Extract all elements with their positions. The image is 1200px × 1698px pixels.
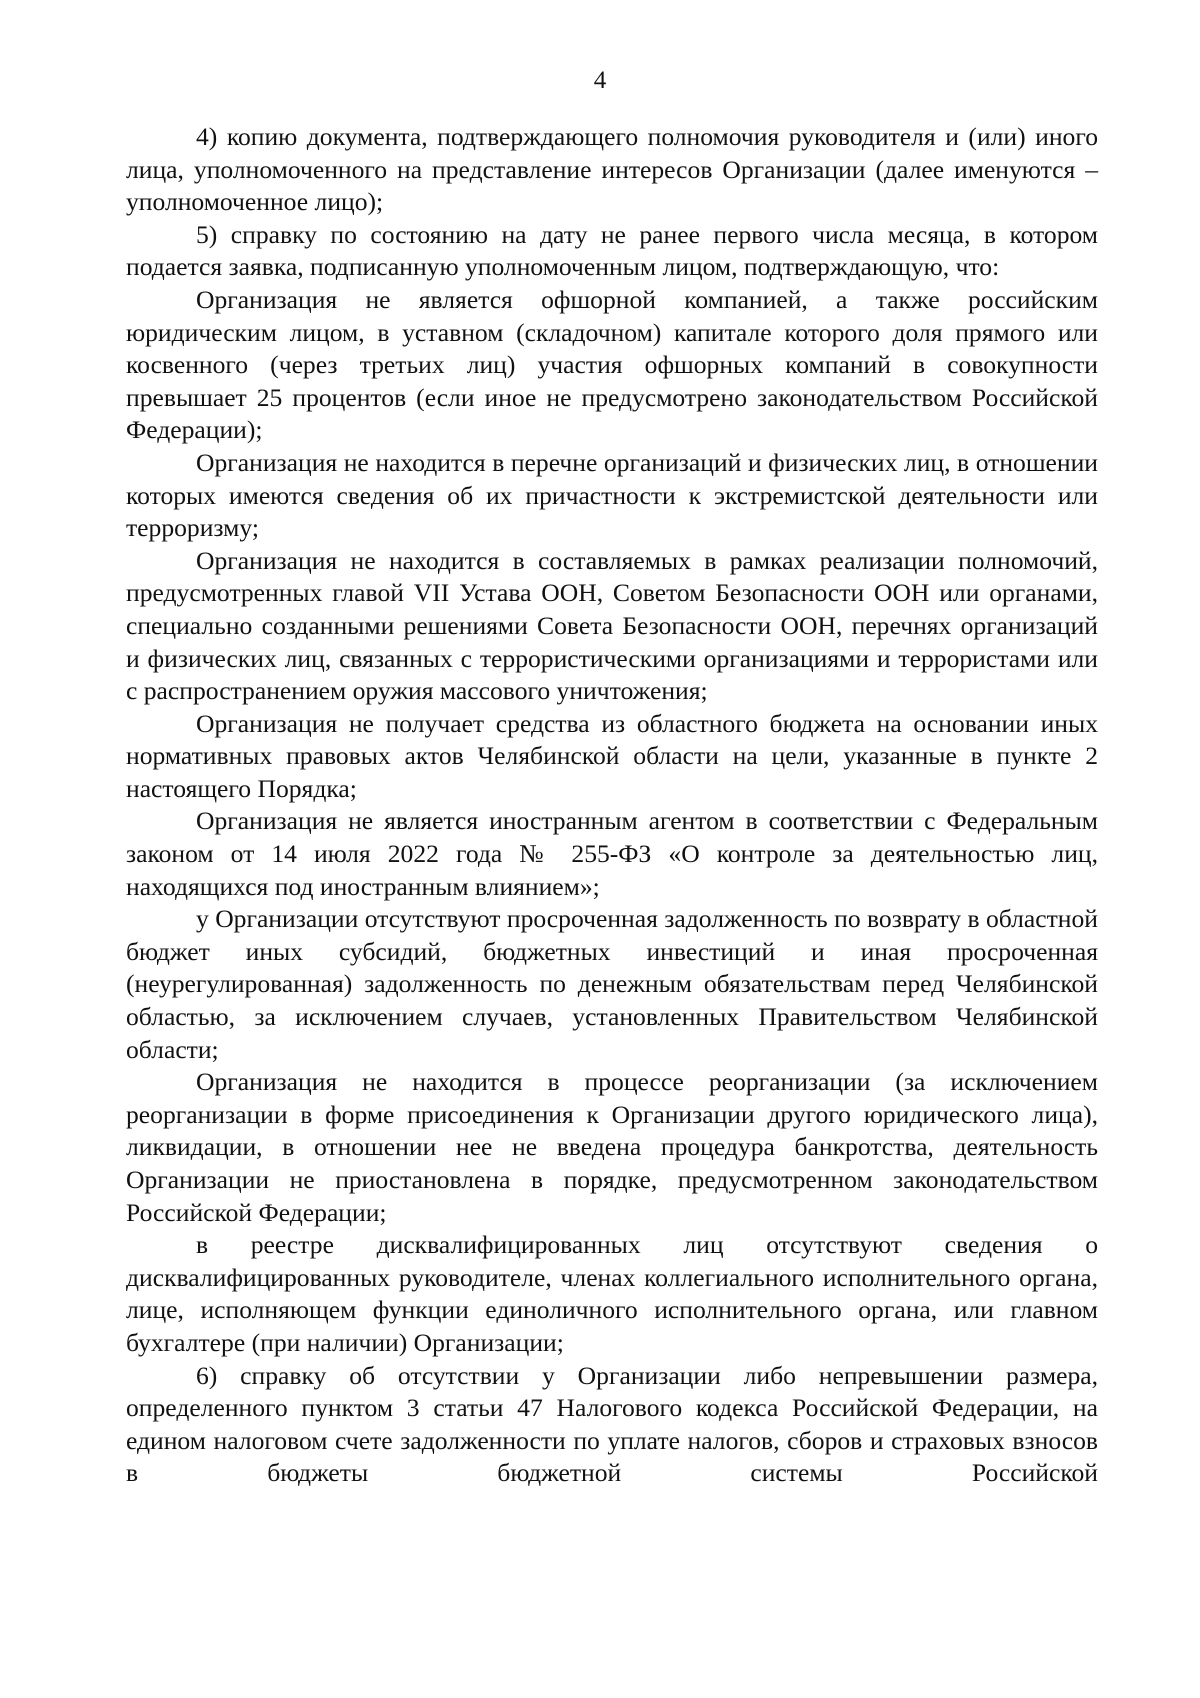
paragraph-un-lists: Организация не находится в составляемых в рамках реализации полномочий, предусмотренных главой VII Устава ООН, Советом Безопасности ООН или органами, специально созданными решениями Совета Безопасности ООН, перечнях организаций и физических лиц, связанных с террористическими организациями и террористами или с распространением оружия массового уничтожения;	[126, 545, 1098, 706]
paragraph-item-6: 6) справку об отсутствии у Организации либо непревышении размера, определенного пунктом 3 статьи 47 Налогового кодекса Российской Федерации, на едином налоговом счете задолженности по уплате налогов, сборов и страховых взносов в бюджеты бюджетной системы Российской	[126, 1360, 1098, 1488]
paragraph-item-5: 5) справку по состоянию на дату не ранее первого числа месяца, в котором подается заявка, подписанную уполномоченным лицом, подтверждающую, что:	[126, 219, 1098, 282]
document-body	[126, 121, 1098, 1490]
page-number: 4	[593, 67, 607, 94]
paragraph-budget-funds: Организация не получает средства из областного бюджета на основании иных нормативных правовых актов Челябинской области на цели, указанные в пункте 2 настоящего Порядка;	[126, 708, 1098, 803]
paragraph-debt: у Организации отсутствуют просроченная задолженность по возврату в областной бюджет иных субсидий, бюджетных инвестиций и иная просроченная (неурегулированная) задолженность по денежным обязательствам перед Челябинской областью, за исключением случаев, установленных Правительством Челябинской области;	[126, 904, 1098, 1064]
paragraph-offshore: Организация не является офшорной компанией, а также российским юридическим лицом, в уставном (складочном) капитале которого доля прямого или косвенного (через третьих лиц) участия офшорных компаний в совокупности превышает 25 процентов (если иное не предусмотрено законодательством Российской Федерации);	[126, 284, 1098, 445]
paragraph-extremism: Организация не находится в перечне организаций и физических лиц, в отношении которых имеются сведения об их причастности к экстремистской деятельности или терроризму;	[126, 447, 1098, 543]
paragraph-foreign-agent: Организация не является иностранным агентом в соответствии с Федеральным законом от 14 июля 2022 года № 255-ФЗ «О контроле за деятельностью лиц, находящихся под иностранным влиянием»;	[126, 806, 1098, 901]
paragraph-item-4: 4) копию документа, подтверждающего полномочия руководителя и (или) иного лица, уполномоченного на представление интересов Организации (далее именуются – уполномоченное лицо);	[126, 122, 1098, 217]
paragraph-disqualified: в реестре дисквалифицированных лиц отсутствуют сведения о дисквалифицированных руководителе, членах коллегиального исполнительного органа, лице, исполняющем функции единоличного исполнительного органа, или главном бухгалтере (при наличии) Организации;	[126, 1230, 1098, 1357]
paragraph-reorganization: Организация не находится в процессе реорганизации (за исключением реорганизации в форме присоединения к Организации другого юридического лица), ликвидации, в отношении нее не введена процедура банкротства, деятельность Организации не приостановлена в порядке, предусмотренном законодательством Российской Федерации;	[126, 1067, 1098, 1227]
